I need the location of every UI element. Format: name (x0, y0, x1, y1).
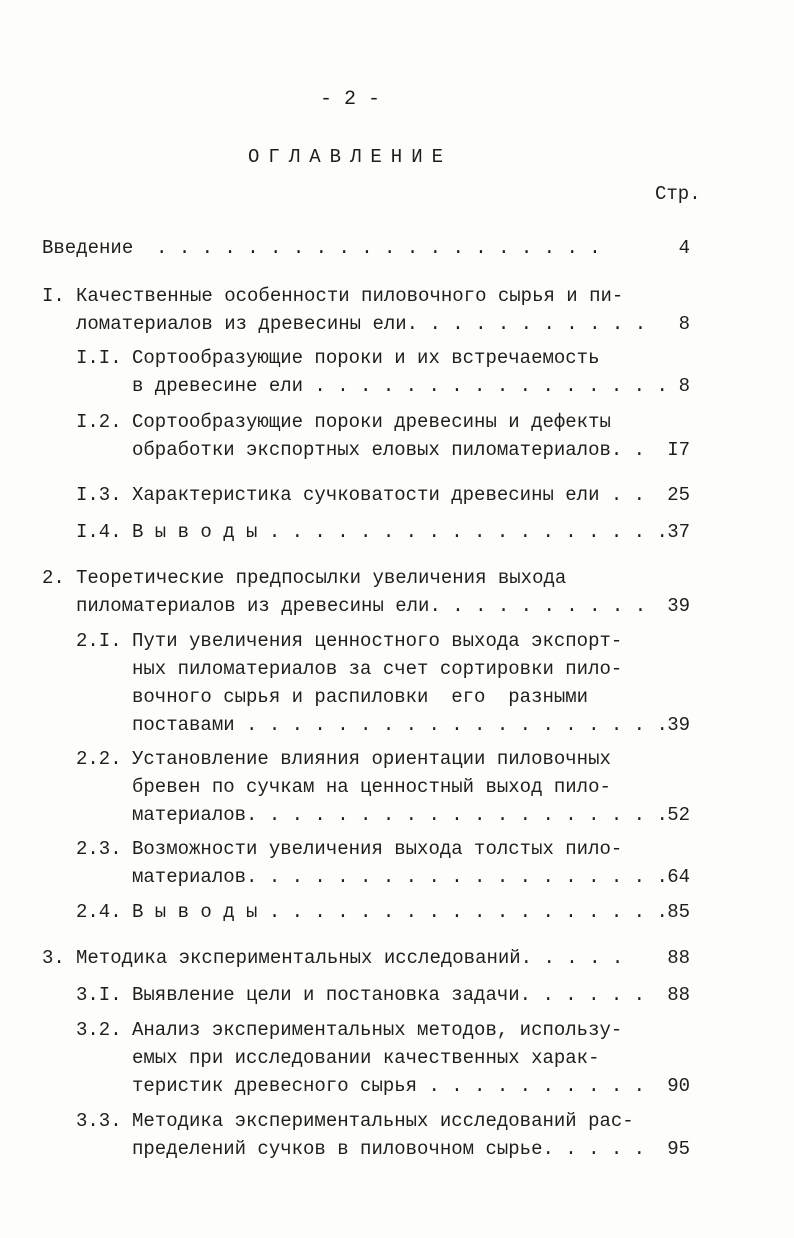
toc-entry-page: 52 (667, 804, 690, 826)
toc-entry-text: Методика экспериментальных исследований рас- (132, 1110, 634, 1132)
toc-heading: ОГЛАВЛЕНИЕ (247, 146, 453, 168)
toc-entry-text: Сортообразующие пороки и их встречаемость (132, 347, 600, 369)
toc-entry-text: в древесине ели . . . . . . . . . . . . . . . . (132, 375, 668, 397)
toc-entry-text: Выявление цели и постановка задачи. . . . . . (132, 984, 646, 1006)
toc-entry-text: пределений сучков в пиловочном сырье. . . . . (132, 1138, 646, 1160)
toc-entry-text: Анализ экспериментальных методов, использу- (132, 1019, 623, 1041)
toc-entry-page: 8 (678, 375, 690, 397)
toc-entry-page: 88 (667, 947, 690, 969)
toc-entry-text: В ы в о д ы . . . . . . . . . . . . . . . . . . (132, 521, 668, 543)
toc-entry-number: 2.4. (76, 901, 122, 923)
toc-entry-page: 4 (678, 237, 690, 259)
toc-entry-text: Установление влияния ориентации пиловочных (132, 748, 611, 770)
toc-entry-number: 2.3. (76, 838, 122, 860)
toc-entry-page: 88 (667, 984, 690, 1006)
toc-entry-text: пиломатериалов из древесины ели. . . . . . . . . . (76, 595, 647, 617)
toc-entry-text: Качественные особенности пиловочного сырья и пи- (76, 285, 624, 307)
toc-entry-page: 25 (667, 484, 690, 506)
toc-entry-number: 2.I. (76, 630, 122, 652)
toc-entry-text: Характеристика сучковатости древесины ели . . (132, 484, 646, 506)
toc-entry-number: 2. (42, 567, 65, 589)
toc-entry-page: 85 (667, 901, 690, 923)
toc-entry-text: Сортообразующие пороки древесины и дефекты (132, 411, 611, 433)
toc-entry-text: Теоретические предпосылки увеличения выхода (76, 567, 567, 589)
toc-entry-number: I.I. (76, 347, 122, 369)
page-column-label: Стр. (655, 183, 701, 205)
toc-entry-text: вочного сырья и распиловки его разными (132, 686, 589, 708)
toc-entry-number: 3.2. (76, 1019, 122, 1041)
toc-entry-number: 3.3. (76, 1110, 122, 1132)
toc-entry-number: I. (42, 285, 65, 307)
toc-entry-text: Возможности увеличения выхода толстых пило- (132, 838, 623, 860)
page-number: - 2 - (319, 88, 380, 111)
toc-entry-page: 37 (667, 521, 690, 543)
toc-entry-page: 39 (667, 595, 690, 617)
toc-entry-page: 90 (667, 1075, 690, 1097)
toc-entry-number: 2.2. (76, 748, 122, 770)
toc-entry-page: 64 (667, 866, 690, 888)
toc-entry-text: В ы в о д ы . . . . . . . . . . . . . . . . . . (132, 901, 668, 923)
toc-entry-text: емых при исследовании качественных харак- (132, 1047, 600, 1069)
toc-entry-text: поставами . . . . . . . . . . . . . . . . . . . (132, 714, 668, 736)
toc-entry-text: Методика экспериментальных исследований. . . . . (76, 947, 624, 969)
toc-entry-number: I.2. (76, 411, 122, 433)
toc-entry-text: бревен по сучкам на ценностный выход пило- (132, 776, 611, 798)
toc-entry-page: 8 (678, 313, 690, 335)
toc-entry-page: 95 (667, 1138, 690, 1160)
toc-entry-text: ных пиломатериалов за счет сортировки пило- (132, 658, 623, 680)
toc-entry-text: теристик древесного сырья . . . . . . . . . . (132, 1075, 646, 1097)
toc-entry-number: 3. (42, 947, 65, 969)
toc-entry-text: Пути увеличения ценностного выхода экспорт- (132, 630, 623, 652)
toc-entry-page: I7 (667, 439, 690, 461)
toc-entry-text: материалов. . . . . . . . . . . . . . . . . . . (132, 804, 668, 826)
toc-entry-text: обработки экспортных еловых пиломатериалов. . (132, 439, 646, 461)
toc-entry-number: I.4. (76, 521, 122, 543)
toc-entry-number: I.3. (76, 484, 122, 506)
toc-entry-text: ломатериалов из древесины ели. . . . . . . . . . . (76, 313, 647, 335)
toc-entry-text: материалов. . . . . . . . . . . . . . . . . . . (132, 866, 668, 888)
toc-entry-page: 39 (667, 714, 690, 736)
toc-entry-text: Введение . . . . . . . . . . . . . . . . . . . . (42, 237, 601, 259)
toc-entry-number: 3.I. (76, 984, 122, 1006)
